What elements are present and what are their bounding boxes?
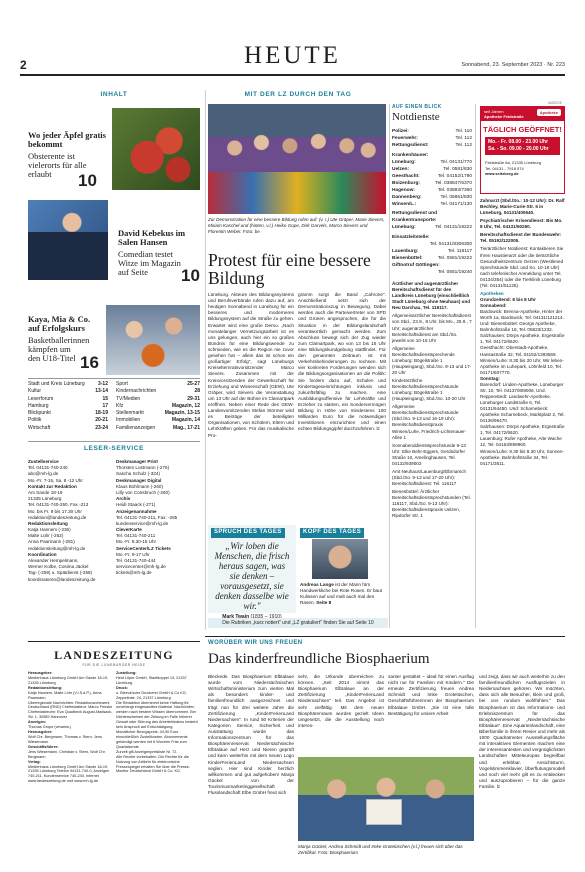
notdienst-row: Hagenow: Tel. 03883/7360: [392, 187, 472, 193]
kopf-box: [300, 525, 386, 613]
ad-hours: Mo. - Fr. 08.00 - 23.00 Uhr Sa. - So. 09.00 - 20.00 Uhr: [485, 137, 560, 155]
andreas-lange-photo: [312, 539, 368, 579]
basketball-photo: [106, 305, 200, 375]
notdienst-row: Lauenburg: Tel. 116117: [392, 249, 472, 255]
protest-group-photo: [208, 104, 386, 214]
divider: [28, 378, 200, 379]
column-divider: [475, 104, 476, 628]
divider: [28, 641, 200, 642]
pharmacy-ad[interactable]: [480, 101, 565, 194]
bottom-photo-caption: Manja Gückel, Andrea Schmidt und Imke Grotelüschen (v.l.) freuen sich über das Zertifikat. Foto: Biosphaerium: [298, 844, 463, 856]
landeszeitung-logo-sub: FÜR DIE LÜNEBURGER HEIDE: [82, 663, 146, 667]
page-number: 2: [20, 58, 27, 72]
index-row[interactable]: Politik 20-21: [28, 417, 108, 424]
toc-title: Kaya, Mia & Co. auf Erfolgskurs: [28, 314, 91, 334]
notdienst-row: Giftnotruf Göttingen:: [392, 263, 440, 269]
toc-sub: Comedian testet Witze im Magazin auf Seite: [118, 248, 181, 278]
notdienst-row: Geesthacht: Tel. 04152/1790: [392, 173, 472, 179]
newspaper-section-title: HEUTE: [244, 42, 341, 69]
notdienst-row: Lüneburg: Tel. 04131/19222: [392, 225, 472, 231]
index-row[interactable]: Kfz Magazin, 12: [116, 402, 200, 409]
section-index-left: [28, 381, 108, 432]
landeszeitung-logo: LANDESZEITUNG: [54, 648, 174, 662]
quote-box: [208, 525, 296, 613]
ad-tag: ANZEIGE: [548, 101, 562, 105]
toc-page-number: 16: [80, 353, 99, 372]
index-row[interactable]: Leserforum 15: [28, 395, 108, 402]
toc-sub: Obsterente ist vielerorts für alle erlaubt: [28, 150, 87, 180]
index-row[interactable]: Immobilien Magazin, 14: [116, 417, 200, 424]
index-row[interactable]: Stadt und Kreis Lüneburg 3-12: [28, 381, 108, 387]
notdienste-title: Notdienste: [392, 111, 440, 124]
index-row[interactable]: Familienanzeigen Mag., 17-21: [116, 424, 200, 431]
section-index-right: [116, 381, 200, 432]
toc-page-number: 10: [78, 171, 97, 190]
column-divider: [389, 104, 390, 628]
notdienst-row: Winsen/L.: Tel. 04171/130: [392, 201, 472, 207]
inhalt-heading: INHALT: [100, 91, 128, 98]
header-rule: [20, 74, 565, 76]
divider: [205, 636, 565, 637]
service-column-right: Deskmanager Print Thorsten Lustmann (-276) Sascha Schulz (-334) Deskmanager Digital Klaus Bohlmann (-260) Lilly von Consbruch (-260) Archiv Heidi Staack (-271) Anzeigenannahme Tel. 04131-740-211, Fax: -285 kundenservice@mh-lg.de CleverKarte Tel. 04131-740-211 Mo.-Fr. 8.30-15 Uhr ServiceCenter/LZ Tickets Mo.-Fr. 9-17 Uhr Tel. 04131-740-444 servicecenter@mh-lg.de tickets@mh-lg.de: [116, 459, 178, 576]
notdienste-kicker: AUF EINEN BLICK: [392, 104, 442, 110]
notdienst-row: Uelzen: Tel. 0581/830: [392, 166, 472, 172]
kopf-text: Andreas Lange ist der Mann fürs Handwerkliche bei Rote Rosen. Er baut Kulissen auf und malt auch mal den Rasen. Seite 8: [300, 582, 383, 606]
notdienst-row: Feuerwehr: Tel. 112: [392, 135, 472, 141]
notdienste-panel: AUF EINEN BLICK Notdienste Polizei: Tel. 110 Feuerwehr: Tel. 112 Rettungsdienst: Tel. 112 Krankenhäuser: Lüneburg: Tel. 04131/770 Uelzen: Tel. 0581/830 Geesthacht: Tel. 04152/1790 Boizenburg: Tel. 038847/6370 Hagenow: Tel. 03883/7360 Dannenberg: Tel. 05861/830 Winsen/L.: Tel. 04171/130 Rettungsdienst und Krankentransporte: Lüneburg: Tel. 04131/19222 Einsatzleitstelle: Tel. 04131/8306300 Lauenburg: Tel. 116117 Bienenbüttel: Tel. 0581/19222 Giftnotruf Göttingen: Tel. 0551/19240 Ärztlicher und augenärztlicher Bereitschaftsdienst für den Landkreis Lüneburg (einschließlich Stadt Lüneburg ohne Neuhaus) und Neu Darchau, Tel. 116117. Allgemeinärztlicher Bereitschaftsdienst von Sbd., 23.9., 8 Uhr, bis Mo., 25.9., 7 Uhr; augenärztlicher Bereitschaftsdienst am Sbd./So. jeweils von 10-16 Uhr Allgemeine Bereitschaftsdienstsprechende Lüneburg: Bögelstraße 1 (Haupteingang), Sbd./So. 9-13 und 17-20 Uhr Kinderärztliche Bereitschaftsdienstsprechstunde Lüneburg: Bögelstraße 1 (Haupteingang), Sbd./So. 10-20 Uhr Allgemeine Bereitschaftsdienstsprechstunde (Sbd./So. 9-13 und 16-19 Uhr): Bereitschaftsdienstpraxis Winsen/Luhe, Friedrich-Lichtenauer-Allee 1 Sonnabenddienstsprechstunde 9-13 Uhr: Elke Behr-Eggers, Gerdsdorfer Straße 10, Amelinghausen, Tel. 04132/939002 Amt Neuhaus/Lauenburg/Elbmarsch (Sbd./So. 9-13 und 17-20 Uhr): Bereitschaftsdienst: Tel. 116117 Bienenbüttel: Ärztlicher Bereitschaftsdienstsprechstunden (Tel. 116117, Sbd./So. 9-13 Uhr): Bereitschaftsdienstpraxis Uelzen, Ripdorfer Str. 1: [392, 104, 472, 541]
impressum-column-2: Zustellung: Heid Löper GmbH, Stadtkoppel 13, 21337 Lüneburg Druck: u. Bleeck'sche Druckerei GmbH & Co KG, Zeppelinstr. 24, 21337 Lüneburg Die Redaktion übernimmt keine Haftung für unverlangt eingesandtes Material. Nachrichten werden nach bestem Wissen übernommen. Bei Nichterscheinen der Zeitung im Falle höherer Gewalt oder Störung des Arbeitsfriedens besteht kein Anspruch auf Entschädigung. Monatlicher Bezugspreis: 44,90 Euro einschließlich Zustellkosten. Abonnements gekündigt werden mit 6 Wochen Frist zum Quartalsende. Zurzeit gilt Anzeigenpreisliste Nr. 72. Alle Rechte vorbehalten. Die Rechte für die Nutzung von Artikeln für elektronische Pressespiegel erhalten Sie über die Presse-Monitor Deutschland GmbH & Co. KG.: [116, 671, 198, 774]
quote-heading: SPRUCH DES TAGES: [211, 528, 285, 538]
comedian-photo: [28, 200, 108, 280]
impressum-column-1: Herausgeber: Medienhaus Lüneburg GmbH Am Sande 18-19, 21335 Lüneburg Redaktionsleitung: Katja Hannem, Malte Lühr (V.i.S.d.P.), Anna Paarmann Überregionale Nachrichten: Redaktionsnetzwerk Deutschland (RND) Chefredakteur: Marco Fenske Chefredakteurin: Eva Quadbeck August-Madsack-Str. 1, 30559 Hannover Anzeigen: Thomas Grope (verantw.) Herausgeber: Wolf Chr. Bergmann, Thomas v. Stern, Jens Wiesemann Geschäftsführer: Jens Wiesemann, Christian v. Stern, Wolf Chr. Bergmann Verlag: Medienhaus Lüneburg GmbH Am Sande 18-19, 21335 Lüneburg Telefon 04131-740-0, Anzeigen 740-211, Kundenservice 740-240, Internet www.landeszeitung.de und www.mh-lg.de: [28, 671, 113, 784]
ad-brand-logo: Apotheke: [537, 109, 561, 116]
notdienst-row: Tel. 04131/8306300: [429, 242, 472, 248]
notdienst-row: Lüneburg: Tel. 04131/770: [392, 159, 472, 165]
leserservice-heading: LESER-SERVICE: [83, 445, 145, 452]
bottom-kicker: WORÜBER WIR UNS FREUEN: [208, 640, 303, 646]
apples-photo: [112, 108, 200, 190]
index-row[interactable]: Blickpunkt 18-19: [28, 410, 108, 416]
divider: [28, 441, 200, 442]
bottom-column-3: santer gestaltet – ideal für einen Ausflug nicht nur für Familien mit Kindern." Die erneute Zertifizierung freuen Andrea Schmidt und Imke Grotelüschen, Geschäftsführerinnen der Biosphaerium Elbtalaue GmbH. „Sie ist eine tolle Bestätigung für unsere Arbeit: [388, 674, 474, 716]
index-row[interactable]: Sport 25-27: [116, 381, 200, 387]
main-headline: Protest für eine bessere Bildung: [208, 250, 371, 289]
biosphaerium-photo: [298, 757, 474, 841]
main-section-heading: MIT DER LZ DURCH DEN TAG: [244, 91, 352, 98]
notdienst-row: Bienenbüttel: Tel. 0581/19222: [392, 256, 472, 262]
index-row[interactable]: Kindernachrichten 28: [116, 388, 200, 395]
ad-banner: seit Jahren Apotheke Feldstraße Apotheke: [481, 107, 564, 121]
bottom-headline: Das kinderfreundliche Biosphaerium: [208, 651, 430, 667]
ad-contact: Feldstraße 6a, 21335 Lüneburg Tel. 04131 - 7918 574 www.seitzberg.de: [485, 160, 542, 177]
index-row[interactable]: Wirtschaft 23-24: [28, 424, 108, 431]
notdienst-row: Boizenburg: Tel. 038847/6370: [392, 180, 472, 186]
toc-page-number: 10: [181, 266, 200, 285]
kopf-page-link[interactable]: Seite 8: [316, 600, 332, 606]
ad-title: TÄGLICH GEÖFFNET!: [483, 125, 562, 134]
bottom-column-4: und zeigt, dass wir auch weiterhin zu den familienfreundlichen Ausflugszielen in Niedersachsen gehören. Wir möchten, dass sich alle Besucher, klein und groß, bei uns rundum wohlfühlen." Das Biosphaerium ist das Informations- und Erlebniszentrum für das Biosphärenreservat „Niedersächsische Elbtalaue". Eine Aquarienlandschaft, eine Biberfamilie in ihrem Revier und mehr als 1000 Quadratmeter Ausstellungsfläche mit interaktiven Elementen machen eine der interessantesten und vergnüglichsten Landschaften Mitteleuropas begreifbar und erlebbar. Ansichtsturm, Vogelstimmenklavier, Überflutungsmodell und noch viel mehr gilt es zu entdecken und auszuprobieren – für die ganze Familie. lz: [479, 674, 565, 789]
article-column-2: gramm sorgt die Band „Cahrone". Anschließend setzt sich der Demonstrationszug in Bewegung. Dabei werden auch die Parteivertreter von SPD und Grünen angesprochen, die für die Situation in der Bildungslandschaft verantwortlich gemacht werden. Zum Abschluss bewegt sich der Zug wieder zum Clamartpark, wo von 13 bis 15 Uhr eine Bildungskundgebung stattfindet. Für den genannten Zeitraum ist mit Verkehrsbehinderungen zu rechnen. Mit vier konkreten Forderungen wenden sich die Bildungsorganisationen an die Politik: Sie fordern dazu auf, Schulen und Kindertageseinrichtungen inklusiv und zukunftsfähig zu machen, eine Ausbildungsoffensive für Lehrkräfte und Erzieher zu starten, ein Sondervermögen Bildung in Höhe von mindestens 100 Milliarden Euro für die notwendigen Investitionen einzurichten und einen echten Bildungsgipfel durchzuführen. lz: [298, 292, 386, 432]
index-row[interactable]: TV/Medien 29-31: [116, 395, 200, 402]
photo-caption: Zur Demonstration für eine bessere Bildung rufen auf: (v. r.) Ute Gräper, Marie Sievers, Miriam Kaschel und (hinten, v.l.) Heiko Gope, Dirk Garvels, Marco Sievers und Florentin Weber. Foto: be: [208, 217, 385, 235]
notdienste-paragraphs: Ärztlicher und augenärztlicher Bereitschaftsdienst für den Landkreis Lüneburg (einschließlich Stadt Lüneburg ohne Neuhaus) und Neu Darchau, Tel. 116117. Allgemeinärztlicher Bereitschaftsdienst von Sbd., 23.9., 8 Uhr, bis Mo., 25.9., 7 Uhr; augenärztlicher Bereitschaftsdienst am Sbd./So. jeweils von 10-16 Uhr Allgemeine Bereitschaftsdienstsprechende Lüneburg: Bögelstraße 1 (Haupteingang), Sbd./So. 9-13 und 17-20 Uhr Kinderärztliche Bereitschaftsdienstsprechstunde Lüneburg: Bögelstraße 1 (Haupteingang), Sbd./So. 10-20 Uhr Allgemeine Bereitschaftsdienstsprechstunde (Sbd./So. 9-13 und 16-19 Uhr): Bereitschaftsdienstpraxis Winsen/Luhe, Friedrich-Lichtenauer-Allee 1 Sonnabenddienstsprechstunde 9-13 Uhr: Elke Behr-Eggers, Gerdsdorfer Straße 10, Amelinghausen, Tel. 04132/939002 Amt Neuhaus/Lauenburg/Elbmarsch (Sbd./So. 9-13 und 17-20 Uhr): Bereitschaftsdienst: Tel. 116117 Bienenbüttel: Ärztlicher Bereitschaftsdienstsprechstunden (Tel. 116117, Sbd./So. 9-13 Uhr): Bereitschaftsdienstpraxis Uelzen, Ripdorfer Str. 1: [392, 281, 472, 519]
article-column-1: Lüneburg. Akteure des Bildungssystems und Berufsverbände rufen dazu auf, am heutigen Sonnabend in Lüneburg für ein besseres und moderneres Bildungssystem auf die Straße zu gehen. Erwartet wird eine große Demo. „Nach monatelanger Vernetzungsarbeit ist es uns gelungen, auch hier ein so großes Bündnis für eine Bildungswende zu schmieden, wie es die Region nie zuvor gesehen hat – allein das ist schon ein großartiger Erfolg", sagt Lüneburgs Kreiselternratsvorsitzender Marco Sievers. Zusammen mit der Kreisvorsitzenden der Gewerkschaft für Erziehung und Wissenschaft (GEW), Ute Gräper, wird Sievers die Veranstaltung um 13 Uhr auf der Bühne im Clamartpark eröffnen. Neben einer Rede des GEW-Landesvorsitzenden Stefan Störmer wird es Beiträge der beteiligten Organisationen, von Schülern, Eltern und Lehrkräften geben. Für das musikalische Pro-: [208, 292, 294, 438]
notdienst-row: Tel. 0551/19240: [437, 270, 472, 276]
toc-sub: Basketballerinnen kämpfen um den U18-Titel: [28, 334, 90, 364]
notdienst-row: Rettungsdienst: Tel. 112: [392, 142, 472, 148]
toc-title: David Kebekus im Salen Hansen: [118, 228, 186, 248]
toc-title: Wo jeder Äpfel gratis bekommt: [28, 130, 106, 150]
quote-text: „Wir loben die Menschen, die frisch heraus sagen, was sie denken – vorausgesetzt, sie denken dasselbe wie wir.": [214, 540, 290, 611]
issue-date: Sonnabend, 23. September 2023 · Nr. 223: [461, 62, 565, 68]
kopf-heading: KOPF DES TAGES: [300, 528, 364, 538]
bottom-column-2: sehr, die Urkunde überreichen zu können. „Seit 2014 nimmt das Biosphaerium Elbtalaue an der Zertifizierung „KinderFerienLand Niedersachsen" teil. Das Angebot ist sehr vielfältig. Mit dem neuen Biosphärenraum wurden gezielt Ideen umgesetzt, die die Ausstellung noch interes-: [298, 674, 384, 728]
index-row[interactable]: Kultur 13-14: [28, 388, 108, 395]
index-row[interactable]: Hamburg 17: [28, 402, 108, 409]
column-divider: [205, 90, 206, 630]
index-row[interactable]: Stellenmarkt Magazin, 13-15: [116, 410, 200, 416]
notdienst-row: Dannenberg: Tel. 05861/830: [392, 194, 472, 200]
bottom-column-1: Bleckede. Das Biosphaerium Elbtalaue wurde vom Niedersächsischen Wirtschaftsministerium zum vierten Mal als besonders kinder- und familienfreundlich ausgezeichnet und trägt nun für drei weitere Jahre die Zertifizierung „KinderFerienLand Niedersachsen". In rund 50 Kriterien der Kategorien Service, Sicherheit und Ausstattung wurde das Informationszentrum für das Biosphärenreservat Niedersächsische Elbtalaue auf Herz und Nieren geprüft und kann weiterhin mit dem neuen Logo KinderFerienLand Niedersachsen seglen. Hier sind Kinder herzlich willkommen und gut aufgehoben! Manja Gückel von der Tourismusmarketinggesellschaft Flusslandschaft Elbe GmbH freut sich: [208, 674, 294, 796]
service-column-left: Zustellservice Tel. 04131-740-240 abo@mh-lg.de Mo.-Fr. 7-15, Sa. 8 -12 Uhr Kontakt zur Redaktion Am Sande 18-19 21335 Lüneburg Tel. 04131-740-250, Fax -213 Mo. bis Fr. 9 bis 17.30 Uhr redaktion@landeszeitung.de Redaktionsleitung Katja Hannem (-236) Malte Lühr (-262) Anna Paarmann (-281) redaktionsleitung@mh-lg.de Koordination Alexander Hempelmann, Werner Kolbe, Cosima Jäckel Tag- (-259) u. Spätdienst (-258) koordinatoren@landeszeitung.de: [28, 459, 96, 582]
apotheken-column: Zahnarzt (Sbd./So.: 10-12 Uhr): Dr. Ralf Bechley, Marie-Curie-Str. 5 in Lüneburg, 04131/400640. Psychiatrischer Krisendienst: Bis Mo. 8 Uhr, Tel. 04131/60260. Bereitschaftsdienst der Bundeswehr: Tel. 05192/122005. Tierärztlicher Notdienst: Kontaktieren Sie Ihren Haustierarzt oder die tierärztliche Gesundheitszentrum Oerzen (Westlened Sprechstunde Sbd. und So. 10-18 Uhr) nach telefonischer Anmeldung unter Tel. 04134/354) oder die Tierklinik Lüneburg (Tel. 04131/51125). Apotheken Grundzeitend: 8 bis 8 Uhr Sonnabend: Bardowick: Brenna-Apotheke, Hinter der Worth 1a, Bardowick, Tel. 04131/121214. Und: Bienenbüttel: Georgs Apotheke, Bahnhofstraße 18, Tel. 05823/1232. Salzhausen: Dörps Apotheke, Ergestraße 1, Tel. 04172/6620. Geesthacht: Oberstadt-Apotheke, Hansastraße 32, Tel. 04152/1393569. Winsen/Luhe: 8.30 bis 20 Uhr, Wir leben-Apotheke im Luhepark, Löhnfeld 10, Tel. 04171/607770. Sonntag: Barendorf: Linden-Apotheke, Lüneburger Str. 10, Tel. 04137/808006. Und: Reppenstedt: Landwehr-Apotheke, Lüneburger Landstraße 6, Tel. 04131/64450. Und: Scharnebeck: Apotheke Scharnebeck, Marktplatz 2, Tel. 04136/96470. Salzhausen: Dörps Apotheke, Ergestraße 1, Tel. 04172/6620. Lauenburg: Rufer Apotheke, Alte Wache 12, Tel. 04153/869960. Winsen/Luhe: 8.30 bis 8.30 Uhr, Sonnen-Apotheke, Bahnhofstraße 34, Tel. 04171/3611.: [480, 198, 565, 466]
notdienst-row: Polizei: Tel. 110: [392, 129, 472, 134]
rubrik-note: Die Rubriken „kurz notiert" und „LZ gratuliert" finden Sie auf Seite 10: [208, 618, 388, 628]
